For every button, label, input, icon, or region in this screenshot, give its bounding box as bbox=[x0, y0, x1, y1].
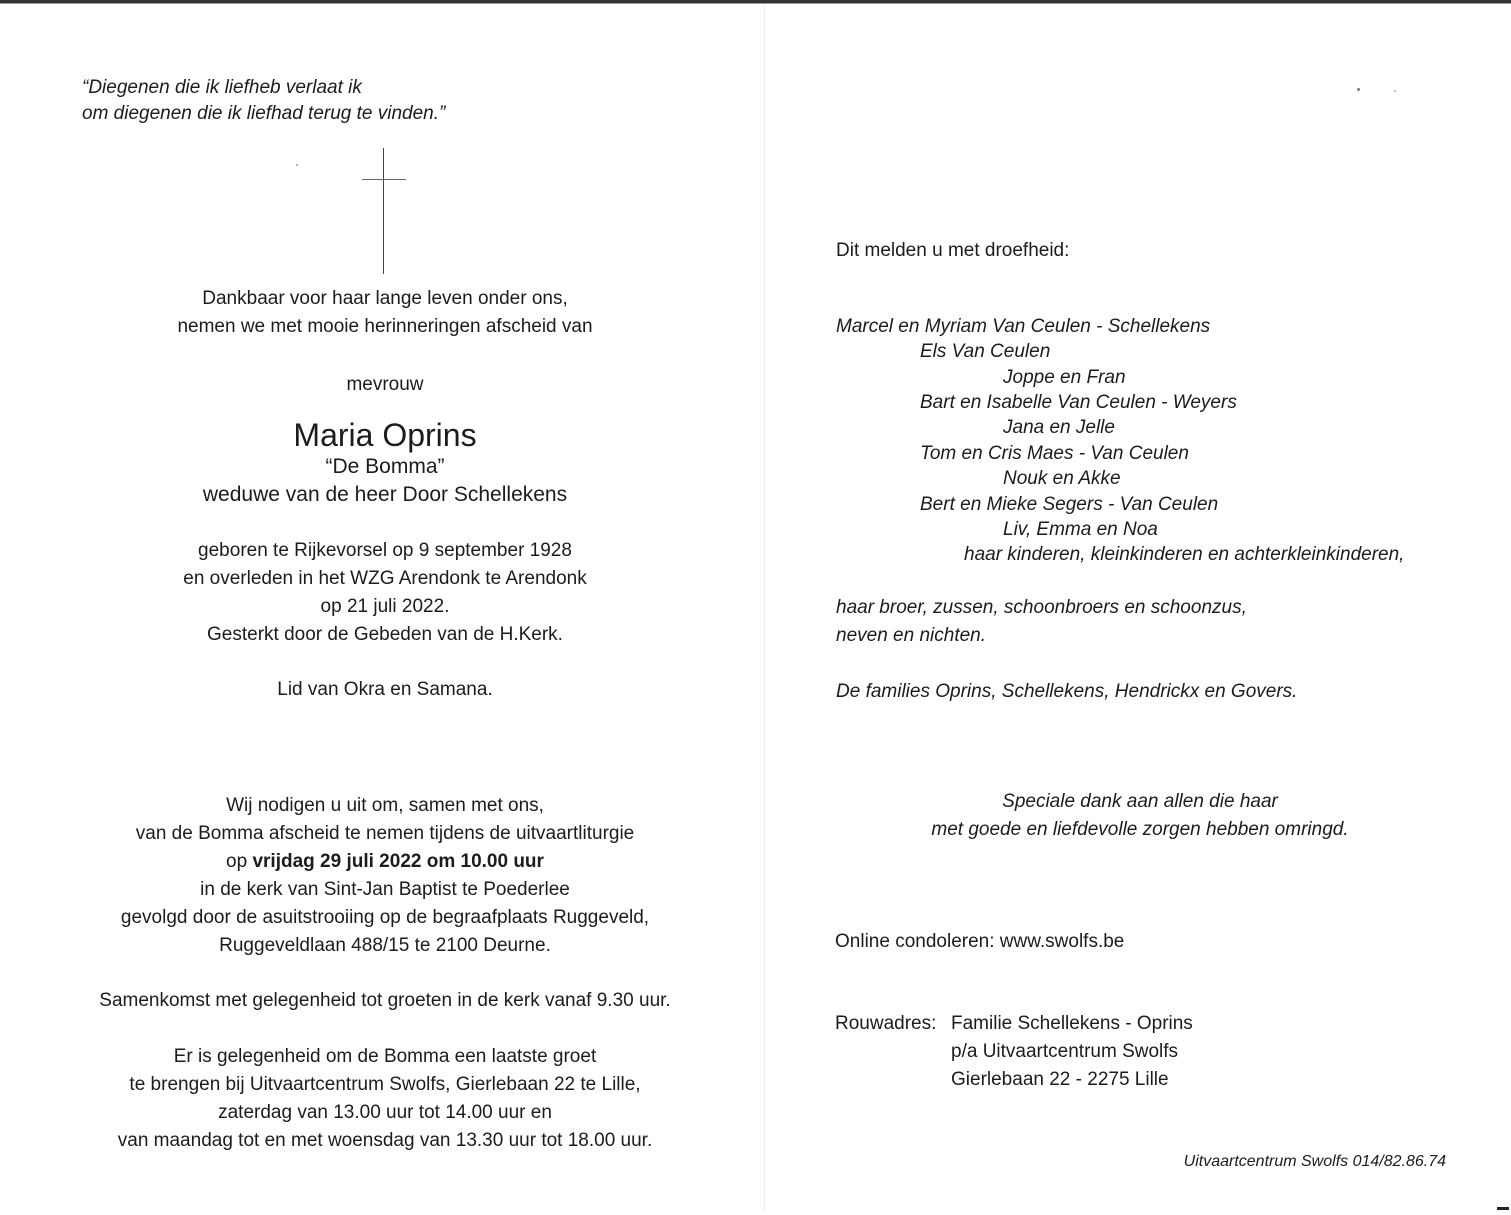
life-line-3: op 21 juli 2022. bbox=[320, 596, 450, 617]
address-label: Rouwadres: bbox=[835, 1013, 937, 1034]
family-line: Liv, Emma en Noa bbox=[1003, 519, 1158, 540]
scan-speck bbox=[1357, 88, 1360, 91]
family-line: Els Van Ceulen bbox=[920, 341, 1051, 362]
quote-line-1: “Diegenen die ik liefheb verlaat ik bbox=[82, 77, 362, 98]
gathering: Samenkomst met gelegenheid tot groeten in de kerk vanaf 9.30 uur. bbox=[99, 990, 671, 1011]
deceased-name: Maria Oprins bbox=[293, 417, 477, 453]
quote-line-2: om diegenen die ik liefhad terug te vinden.” bbox=[82, 103, 446, 124]
address-line-1: Familie Schellekens - Oprins bbox=[951, 1013, 1193, 1034]
family-line: Tom en Cris Maes - Van Ceulen bbox=[920, 443, 1189, 464]
family-line: Marcel en Myriam Van Ceulen - Schellekens bbox=[836, 316, 1211, 337]
invite-line-4: in de kerk van Sint-Jan Baptist te Poederlee bbox=[200, 879, 570, 900]
intro-line-1: Dankbaar voor haar lange leven onder ons, bbox=[202, 288, 568, 309]
life-line-1: geboren te Rijkevorsel op 9 september 1928 bbox=[198, 540, 572, 561]
salutation: mevrouw bbox=[346, 374, 424, 395]
siblings-line-1: haar broer, zussen, schoonbroers en schoonzus, bbox=[836, 597, 1247, 618]
farewell-line-3: zaterdag van 13.00 uur tot 14.00 uur en bbox=[218, 1102, 552, 1123]
families: De families Oprins, Schellekens, Hendrickx en Govers. bbox=[836, 681, 1298, 702]
farewell-line-2: te brengen bij Uitvaartcentrum Swolfs, Gierlebaan 22 te Lille, bbox=[129, 1074, 641, 1095]
family-line: Bert en Mieke Segers - Van Ceulen bbox=[920, 494, 1219, 515]
thanks-line-1: Speciale dank aan allen die haar bbox=[1002, 791, 1278, 812]
funeral-home-footer: Uitvaartcentrum Swolfs 014/82.86.74 bbox=[1183, 1153, 1446, 1170]
invite-line-5: gevolgd door de asuitstrooiing op de begraafplaats Ruggeveld, bbox=[120, 907, 650, 928]
invite-line-1: Wij nodigen u uit om, samen met ons, bbox=[226, 795, 544, 816]
farewell-line-1: Er is gelegenheid om de Bomma een laatste groet bbox=[173, 1046, 597, 1067]
top-edge-shadow bbox=[0, 3, 1511, 4]
membership: Lid van Okra en Samana. bbox=[277, 679, 493, 700]
thanks-line-2: met goede en liefdevolle zorgen hebben omringd. bbox=[931, 819, 1349, 840]
invite-line-3-prefix: op bbox=[226, 851, 253, 872]
widow-of: weduwe van de heer Door Schellekens bbox=[202, 483, 568, 506]
announce: Dit melden u met droefheid: bbox=[836, 240, 1070, 261]
family-line: Bart en Isabelle Van Ceulen - Weyers bbox=[920, 392, 1237, 413]
family-line: Joppe en Fran bbox=[1003, 367, 1126, 388]
family-line: Nouk en Akke bbox=[1003, 468, 1121, 489]
invite-line-3 bbox=[0, 851, 770, 873]
scan-edge-mark bbox=[1497, 1207, 1509, 1210]
life-line-2: en overleden in het WZG Arendonk te Arendonk bbox=[183, 568, 587, 589]
address-line-2: p/a Uitvaartcentrum Swolfs bbox=[951, 1041, 1179, 1062]
siblings-line-2: neven en nichten. bbox=[836, 625, 987, 646]
invite-line-6: Ruggeveldlaan 488/15 te 2100 Deurne. bbox=[219, 935, 551, 956]
family-line: Jana en Jelle bbox=[1003, 417, 1115, 438]
life-line-4: Gesterkt door de Gebeden van de H.Kerk. bbox=[207, 624, 563, 645]
address-line-3: Gierlebaan 22 - 2275 Lille bbox=[951, 1069, 1169, 1090]
invite-line-2: van de Bomma afscheid te nemen tijdens de uitvaartliturgie bbox=[135, 823, 635, 844]
farewell-line-4: van maandag tot en met woensdag van 13.30 uur tot 18.00 uur. bbox=[117, 1130, 653, 1151]
online-condolences: Online condoleren: www.swolfs.be bbox=[835, 931, 1125, 952]
funeral-date-time: vrijdag 29 juli 2022 om 10.00 uur bbox=[252, 851, 544, 872]
family-summary: haar kinderen, kleinkinderen en achterkleinkinderen, bbox=[964, 544, 1405, 565]
nickname: “De Bomma” bbox=[325, 455, 445, 478]
intro-line-2: nemen we met mooie herinneringen afscheid van bbox=[177, 316, 593, 337]
scan-speck bbox=[1394, 90, 1396, 92]
scan-speck bbox=[296, 164, 298, 166]
